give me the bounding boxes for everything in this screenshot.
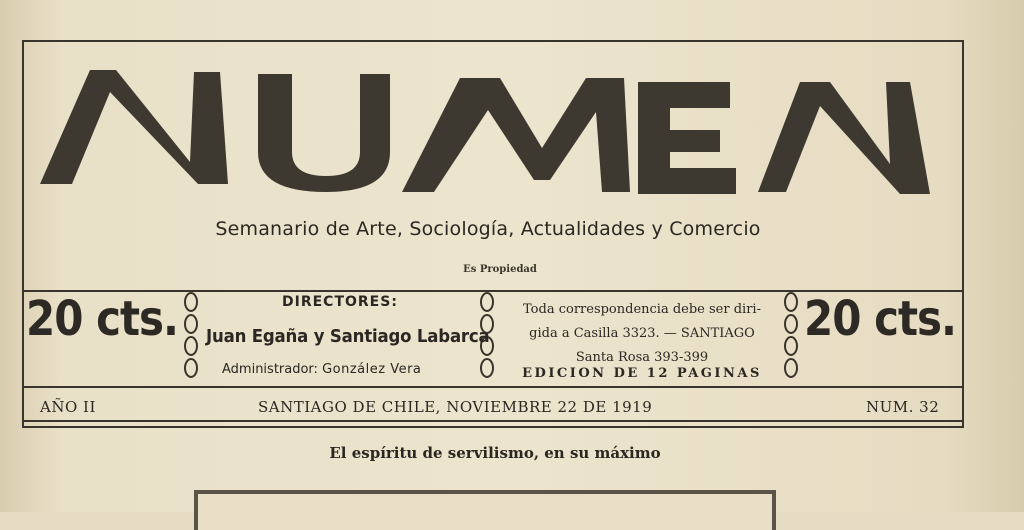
ornament-left-art (182, 290, 200, 382)
price-left: 20 cts. (26, 290, 178, 347)
correspondence-line-2: gida a Casilla 3323. — SANTIAGO (529, 326, 755, 341)
dateline: SANTIAGO DE CHILE, NOVIEMBRE 22 DE 1919 (258, 398, 653, 416)
masthead-logo (30, 52, 956, 212)
article-headline: El espíritu de servilismo, en su máximo (329, 444, 661, 462)
edition-notice: EDICION DE 12 PAGINAS (522, 366, 762, 381)
illustration-frame (194, 490, 776, 530)
issue-number: NUM. 32 (866, 398, 940, 416)
correspondence-notice (504, 298, 780, 370)
divider-middle (22, 386, 964, 388)
administrator-name: González Vera (322, 362, 422, 377)
ornament-left-icon (182, 290, 200, 382)
correspondence-line-3: Santa Rosa 393-399 (575, 350, 709, 365)
price-right: 20 cts. (804, 290, 956, 347)
directors-label: DIRECTORES: (282, 294, 398, 310)
masthead-subtitle: Semanario de Arte, Sociología, Actualidades y Comercio (215, 218, 761, 240)
year-label: AÑO II (40, 398, 96, 416)
numen-logo-art (30, 52, 956, 212)
correspondence-line-1: Toda correspondencia debe ser diri- (523, 302, 761, 317)
administrator-label: Administrador: (222, 362, 318, 377)
ornament-right-icon (782, 290, 800, 382)
rights-notice: Es Propiedad (463, 264, 537, 275)
administrator-line (222, 362, 421, 377)
directors-names: Juan Egaña y Santiago Labarca (206, 326, 490, 347)
ornament-right-art (782, 290, 800, 382)
divider-bottom (22, 420, 964, 422)
